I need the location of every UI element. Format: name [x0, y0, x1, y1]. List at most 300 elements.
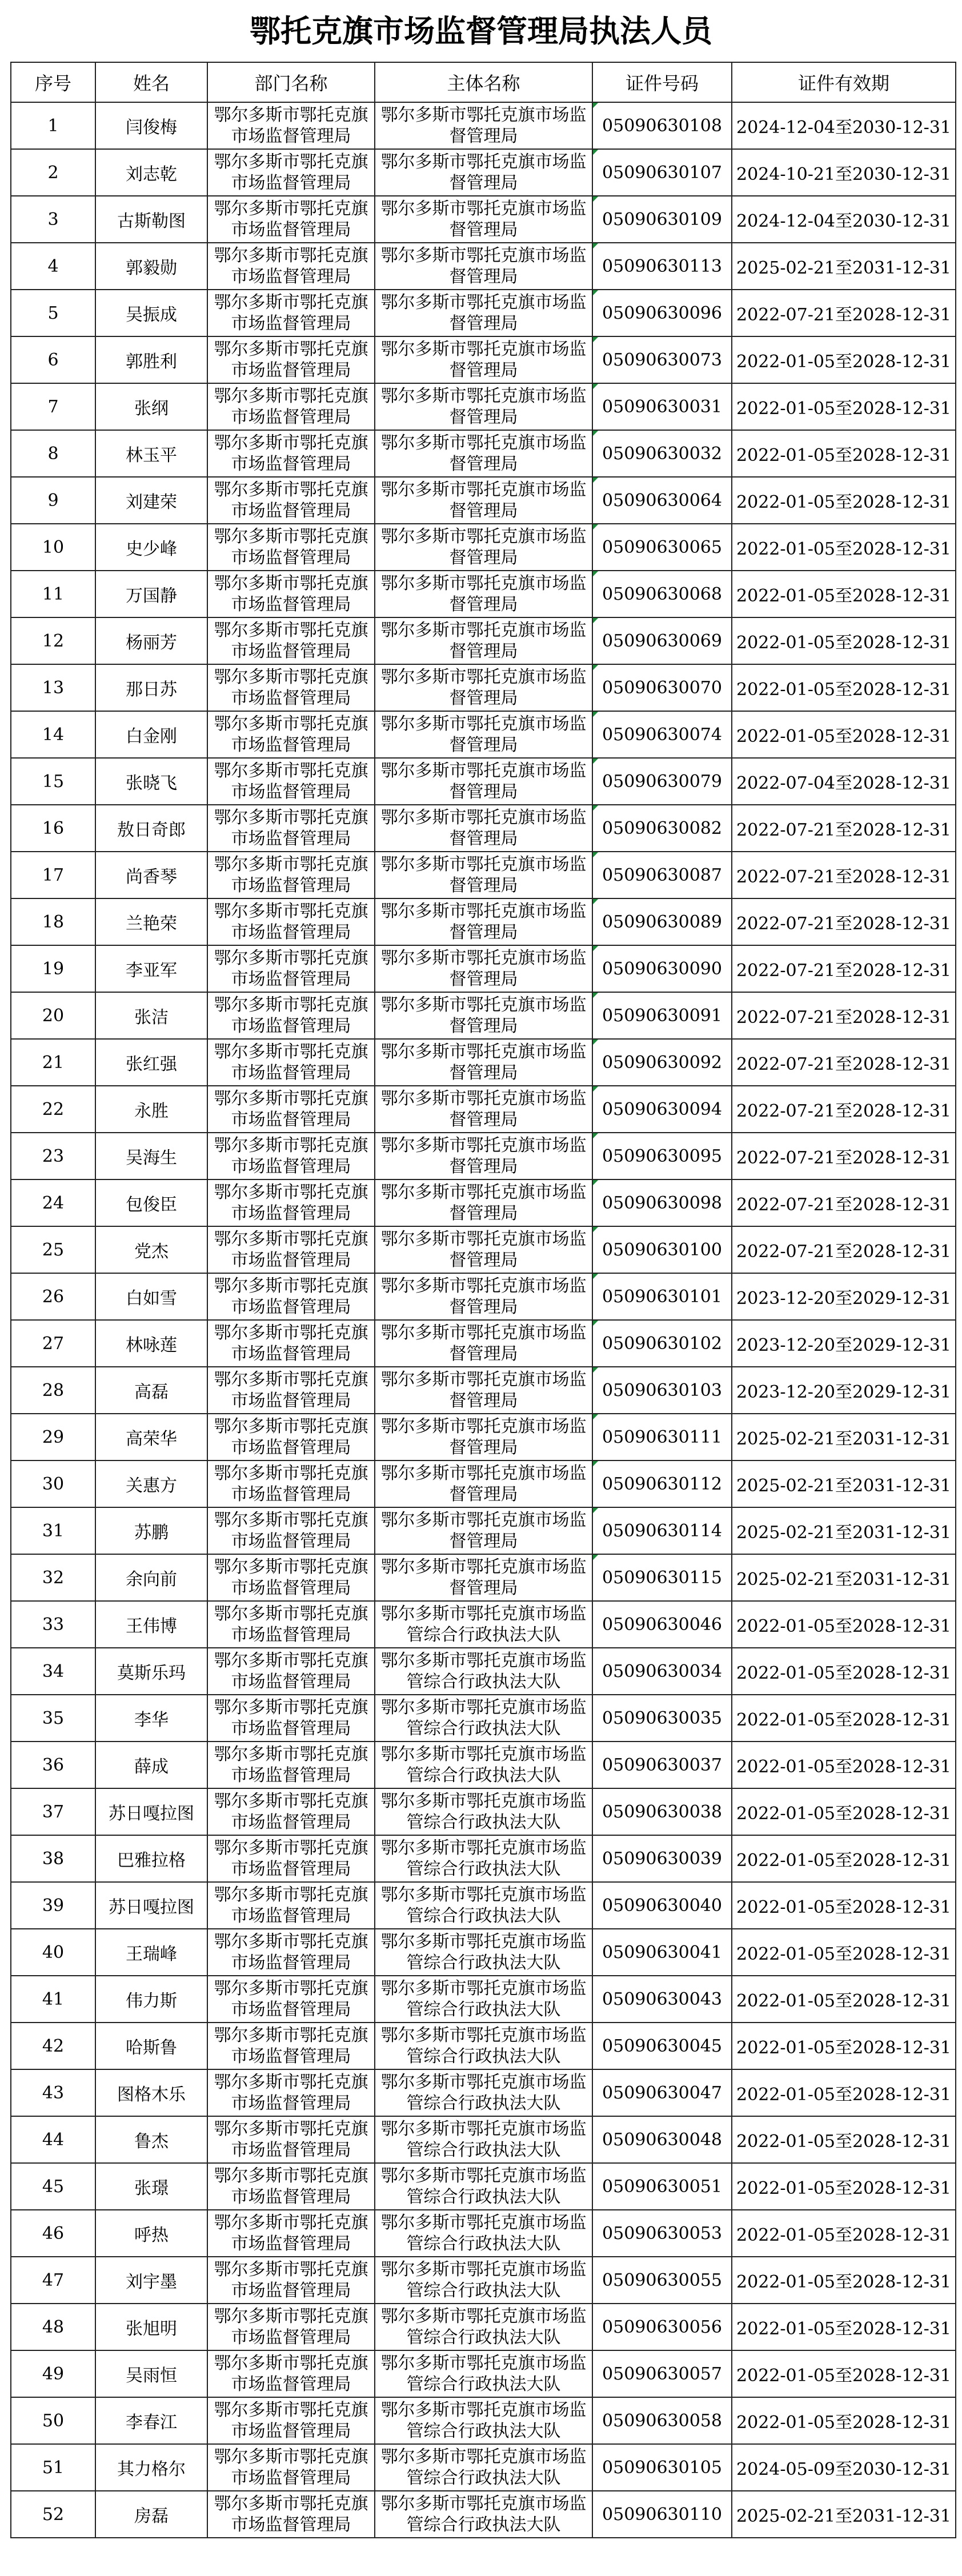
certificate-validity: 2022-01-05至2028-12-31 — [732, 2350, 956, 2397]
certificate-number: 05090630101 — [592, 1273, 732, 1320]
certificate-validity: 2022-01-05至2028-12-31 — [732, 571, 956, 617]
staff-name: 哈斯鲁 — [95, 2023, 207, 2069]
table-row — [11, 711, 956, 758]
certificate-validity: 2022-01-05至2028-12-31 — [732, 1835, 956, 1882]
department-name-line: 市场监督管理局 — [231, 1625, 351, 1645]
staff-name: 刘建荣 — [95, 477, 207, 524]
department-name-line: 市场监督管理局 — [231, 688, 351, 708]
certificate-validity: 2024-10-21至2030-12-31 — [732, 149, 956, 196]
row-index: 41 — [11, 1976, 95, 2023]
row-index: 42 — [11, 2023, 95, 2069]
department-name-line: 鄂尔多斯市鄂托克旗 — [214, 1276, 368, 1296]
subject-name — [375, 196, 592, 243]
row-index: 27 — [11, 1320, 95, 1367]
certificate-number: 05090630087 — [592, 852, 732, 898]
department-name-line: 市场监督管理局 — [231, 501, 351, 521]
certificate-number: 05090630094 — [592, 1086, 732, 1133]
staff-name: 李亚军 — [95, 945, 207, 992]
subject-name — [375, 1788, 592, 1835]
subject-name-line: 管综合行政执法大队 — [406, 1719, 561, 1739]
department-name-line: 鄂尔多斯市鄂托克旗 — [214, 1557, 368, 1577]
subject-name — [375, 149, 592, 196]
department-name-line: 鄂尔多斯市鄂托克旗 — [214, 1370, 368, 1390]
header-validity: 证件有效期 — [732, 62, 956, 102]
subject-name-line: 鄂尔多斯市鄂托克旗市场监 — [380, 1370, 587, 1390]
certificate-validity: 2022-01-05至2028-12-31 — [732, 2116, 956, 2163]
department-name — [207, 196, 375, 243]
department-name-line: 鄂尔多斯市鄂托克旗 — [214, 2447, 368, 2467]
row-index: 3 — [11, 196, 95, 243]
subject-name-line: 管综合行政执法大队 — [406, 2187, 561, 2207]
subject-name-line: 鄂尔多斯市鄂托克旗市场监 — [380, 2447, 587, 2467]
department-name-line: 鄂尔多斯市鄂托克旗 — [214, 2072, 368, 2092]
subject-name-line: 管综合行政执法大队 — [406, 1953, 561, 1973]
department-name-line: 鄂尔多斯市鄂托克旗 — [214, 2400, 368, 2420]
subject-name — [375, 290, 592, 336]
table-row — [11, 1788, 956, 1835]
department-name-line: 鄂尔多斯市鄂托克旗 — [214, 1182, 368, 1202]
row-index: 16 — [11, 805, 95, 852]
table-row — [11, 477, 956, 524]
department-name-line: 市场监督管理局 — [231, 220, 351, 240]
subject-name-line: 鄂尔多斯市鄂托克旗市场监 — [380, 2119, 587, 2139]
table-row — [11, 1226, 956, 1273]
subject-name — [375, 1554, 592, 1601]
department-name — [207, 1742, 375, 1788]
staff-name: 史少峰 — [95, 524, 207, 571]
row-index: 50 — [11, 2397, 95, 2444]
subject-name-line: 督管理局 — [449, 1203, 518, 1223]
certificate-number: 05090630107 — [592, 149, 732, 196]
department-name — [207, 898, 375, 945]
row-index: 17 — [11, 852, 95, 898]
subject-name-line: 管综合行政执法大队 — [406, 2140, 561, 2160]
subject-name-line: 鄂尔多斯市鄂托克旗市场监 — [380, 2306, 587, 2326]
department-name-line: 市场监督管理局 — [231, 2515, 351, 2535]
subject-name-line: 鄂尔多斯市鄂托克旗市场监 — [380, 2166, 587, 2186]
certificate-number: 05090630034 — [592, 1648, 732, 1695]
staff-name: 林玉平 — [95, 430, 207, 477]
row-index: 24 — [11, 1179, 95, 1226]
subject-name-line: 管综合行政执法大队 — [406, 2328, 561, 2348]
subject-name-line: 管综合行政执法大队 — [406, 2000, 561, 2020]
subject-name-line: 鄂尔多斯市鄂托克旗市场监 — [380, 573, 587, 593]
department-name-line: 鄂尔多斯市鄂托克旗 — [214, 339, 368, 359]
subject-name-line: 鄂尔多斯市鄂托克旗市场监 — [380, 714, 587, 734]
staff-name: 关惠方 — [95, 1460, 207, 1507]
department-name-line: 市场监督管理局 — [231, 782, 351, 802]
table-row — [11, 1742, 956, 1788]
certificate-number: 05090630037 — [592, 1742, 732, 1788]
subject-name-line: 督管理局 — [449, 360, 518, 380]
certificate-number: 05090630110 — [592, 2491, 732, 2538]
row-index: 40 — [11, 1929, 95, 1976]
subject-name-line: 鄂尔多斯市鄂托克旗市场监 — [380, 1135, 587, 1155]
department-name-line: 市场监督管理局 — [231, 454, 351, 474]
staff-name: 吴振成 — [95, 290, 207, 336]
subject-name-line: 管综合行政执法大队 — [406, 1672, 561, 1692]
certificate-validity: 2022-01-05至2028-12-31 — [732, 524, 956, 571]
department-name — [207, 2444, 375, 2491]
table-row — [11, 1976, 956, 2023]
department-name-line: 鄂尔多斯市鄂托克旗 — [214, 1651, 368, 1671]
subject-name-line: 鄂尔多斯市鄂托克旗市场监 — [380, 2260, 587, 2280]
department-name — [207, 2257, 375, 2304]
row-index: 34 — [11, 1648, 95, 1695]
certificate-number: 05090630105 — [592, 2444, 732, 2491]
department-name — [207, 1835, 375, 1882]
department-name-line: 市场监督管理局 — [231, 1531, 351, 1551]
certificate-validity: 2022-07-21至2028-12-31 — [732, 1226, 956, 1273]
department-name-line: 市场监督管理局 — [231, 969, 351, 989]
table-row — [11, 2210, 956, 2257]
staff-name: 敖日奇郎 — [95, 805, 207, 852]
department-name-line: 鄂尔多斯市鄂托克旗 — [214, 1089, 368, 1109]
department-name-line: 鄂尔多斯市鄂托克旗 — [214, 152, 368, 172]
subject-name — [375, 336, 592, 383]
certificate-number: 05090630048 — [592, 2116, 732, 2163]
subject-name-line: 督管理局 — [449, 1157, 518, 1177]
table-row — [11, 290, 956, 336]
subject-name-line: 管综合行政执法大队 — [406, 1859, 561, 1879]
staff-name: 薛成 — [95, 1742, 207, 1788]
department-name-line: 鄂尔多斯市鄂托克旗 — [214, 2025, 368, 2045]
subject-name-line: 督管理局 — [449, 969, 518, 989]
subject-name-line: 鄂尔多斯市鄂托克旗市场监 — [380, 1932, 587, 1952]
certificate-number: 05090630102 — [592, 1320, 732, 1367]
department-name-line: 鄂尔多斯市鄂托克旗 — [214, 199, 368, 219]
department-name — [207, 1554, 375, 1601]
certificate-number: 05090630096 — [592, 290, 732, 336]
department-name-line: 鄂尔多斯市鄂托克旗 — [214, 1042, 368, 1062]
department-name — [207, 1976, 375, 2023]
subject-name — [375, 852, 592, 898]
subject-name-line: 鄂尔多斯市鄂托克旗市场监 — [380, 808, 587, 828]
subject-name — [375, 992, 592, 1039]
certificate-number: 05090630035 — [592, 1695, 732, 1742]
subject-name — [375, 430, 592, 477]
department-name — [207, 571, 375, 617]
subject-name-line: 鄂尔多斯市鄂托克旗市场监 — [380, 1885, 587, 1905]
staff-name: 张璟 — [95, 2163, 207, 2210]
subject-name — [375, 2444, 592, 2491]
department-name — [207, 1695, 375, 1742]
certificate-validity: 2024-12-04至2030-12-31 — [732, 102, 956, 149]
subject-name-line: 鄂尔多斯市鄂托克旗市场监 — [380, 1604, 587, 1624]
subject-name-line: 管综合行政执法大队 — [406, 2047, 561, 2067]
subject-name-line: 鄂尔多斯市鄂托克旗市场监 — [380, 854, 587, 874]
row-index: 4 — [11, 243, 95, 290]
certificate-validity: 2022-07-21至2028-12-31 — [732, 1086, 956, 1133]
subject-name — [375, 758, 592, 805]
department-name-line: 鄂尔多斯市鄂托克旗 — [214, 2119, 368, 2139]
subject-name-line: 鄂尔多斯市鄂托克旗市场监 — [380, 761, 587, 781]
department-name-line: 鄂尔多斯市鄂托克旗 — [214, 1744, 368, 1764]
header-index: 序号 — [11, 62, 95, 102]
subject-name — [375, 243, 592, 290]
department-name — [207, 805, 375, 852]
certificate-validity: 2022-01-05至2028-12-31 — [732, 2069, 956, 2116]
department-name — [207, 1788, 375, 1835]
department-name-line: 市场监督管理局 — [231, 1063, 351, 1083]
department-name-line: 市场监督管理局 — [231, 1484, 351, 1504]
department-name-line: 市场监督管理局 — [231, 267, 351, 287]
certificate-number: 05090630090 — [592, 945, 732, 992]
certificate-validity: 2022-07-21至2028-12-31 — [732, 945, 956, 992]
staff-name: 苏鹏 — [95, 1507, 207, 1554]
table-row — [11, 336, 956, 383]
subject-name-line: 鄂尔多斯市鄂托克旗市场监 — [380, 386, 587, 406]
certificate-number: 05090630113 — [592, 243, 732, 290]
department-name-line: 鄂尔多斯市鄂托克旗 — [214, 1604, 368, 1624]
row-index: 29 — [11, 1414, 95, 1460]
staff-name: 吴雨恒 — [95, 2350, 207, 2397]
staff-name: 房磊 — [95, 2491, 207, 2538]
department-name — [207, 664, 375, 711]
certificate-number: 05090630070 — [592, 664, 732, 711]
subject-name-line: 鄂尔多斯市鄂托克旗市场监 — [380, 433, 587, 453]
row-index: 31 — [11, 1507, 95, 1554]
certificate-number: 05090630092 — [592, 1039, 732, 1086]
subject-name-line: 督管理局 — [449, 1344, 518, 1364]
subject-name-line: 督管理局 — [449, 1391, 518, 1411]
subject-name-line: 鄂尔多斯市鄂托克旗市场监 — [380, 199, 587, 219]
certificate-validity: 2025-02-21至2031-12-31 — [732, 1554, 956, 1601]
subject-name-line: 督管理局 — [449, 735, 518, 755]
subject-name-line: 鄂尔多斯市鄂托克旗市场监 — [380, 1229, 587, 1249]
row-index: 47 — [11, 2257, 95, 2304]
table-row — [11, 898, 956, 945]
certificate-number: 05090630068 — [592, 571, 732, 617]
staff-name: 李华 — [95, 1695, 207, 1742]
row-index: 22 — [11, 1086, 95, 1133]
certificate-validity: 2023-12-20至2029-12-31 — [732, 1273, 956, 1320]
table-row — [11, 1929, 956, 1976]
department-name-line: 市场监督管理局 — [231, 1953, 351, 1973]
subject-name — [375, 898, 592, 945]
certificate-number: 05090630069 — [592, 617, 732, 664]
department-name-line: 鄂尔多斯市鄂托克旗 — [214, 386, 368, 406]
subject-name-line: 鄂尔多斯市鄂托克旗市场监 — [380, 1698, 587, 1718]
subject-name-line: 督管理局 — [449, 1531, 518, 1551]
department-name-line: 市场监督管理局 — [231, 1250, 351, 1270]
certificate-validity: 2022-01-05至2028-12-31 — [732, 1882, 956, 1929]
department-name-line: 市场监督管理局 — [231, 2328, 351, 2348]
certificate-number: 05090630051 — [592, 2163, 732, 2210]
department-name-line: 市场监督管理局 — [231, 1719, 351, 1739]
certificate-number: 05090630039 — [592, 1835, 732, 1882]
department-name — [207, 1460, 375, 1507]
subject-name — [375, 1367, 592, 1414]
department-name-line: 市场监督管理局 — [231, 2468, 351, 2488]
department-name-line: 鄂尔多斯市鄂托克旗 — [214, 667, 368, 687]
certificate-validity: 2022-01-05至2028-12-31 — [732, 2023, 956, 2069]
row-index: 8 — [11, 430, 95, 477]
department-name — [207, 102, 375, 149]
department-name-line: 市场监督管理局 — [231, 735, 351, 755]
department-name-line: 鄂尔多斯市鄂托克旗 — [214, 433, 368, 453]
staff-name: 图格木乐 — [95, 2069, 207, 2116]
table-row — [11, 2069, 956, 2116]
table-row — [11, 196, 956, 243]
row-index: 5 — [11, 290, 95, 336]
certificate-number: 05090630043 — [592, 1976, 732, 2023]
row-index: 11 — [11, 571, 95, 617]
subject-name — [375, 102, 592, 149]
subject-name-line: 管综合行政执法大队 — [406, 2421, 561, 2441]
department-name-line: 鄂尔多斯市鄂托克旗 — [214, 2494, 368, 2514]
staff-name: 白如雪 — [95, 1273, 207, 1320]
subject-name — [375, 1507, 592, 1554]
row-index: 46 — [11, 2210, 95, 2257]
department-name-line: 市场监督管理局 — [231, 2093, 351, 2113]
department-name-line: 鄂尔多斯市鄂托克旗 — [214, 1135, 368, 1155]
certificate-number: 05090630114 — [592, 1507, 732, 1554]
department-name-line: 鄂尔多斯市鄂托克旗 — [214, 901, 368, 921]
row-index: 51 — [11, 2444, 95, 2491]
department-name — [207, 477, 375, 524]
certificate-validity: 2022-01-05至2028-12-31 — [732, 2397, 956, 2444]
table-row — [11, 758, 956, 805]
certificate-validity: 2022-01-05至2028-12-31 — [732, 336, 956, 383]
certificate-validity: 2022-07-21至2028-12-31 — [732, 992, 956, 1039]
department-name-line: 鄂尔多斯市鄂托克旗 — [214, 246, 368, 266]
certificate-number: 05090630053 — [592, 2210, 732, 2257]
subject-name-line: 鄂尔多斯市鄂托克旗市场监 — [380, 995, 587, 1015]
staff-name: 余向前 — [95, 1554, 207, 1601]
department-name-line: 鄂尔多斯市鄂托克旗 — [214, 2166, 368, 2186]
subject-name-line: 管综合行政执法大队 — [406, 1625, 561, 1645]
row-index: 38 — [11, 1835, 95, 1882]
department-name-line: 鄂尔多斯市鄂托克旗 — [214, 1932, 368, 1952]
subject-name-line: 督管理局 — [449, 782, 518, 802]
subject-name-line: 鄂尔多斯市鄂托克旗市场监 — [380, 1042, 587, 1062]
subject-name-line: 管综合行政执法大队 — [406, 1766, 561, 1785]
department-name — [207, 2350, 375, 2397]
row-index: 9 — [11, 477, 95, 524]
subject-name — [375, 2350, 592, 2397]
certificate-number: 05090630103 — [592, 1367, 732, 1414]
department-name-line: 市场监督管理局 — [231, 2000, 351, 2020]
table-row — [11, 617, 956, 664]
department-name — [207, 243, 375, 290]
table-row — [11, 1835, 956, 1882]
subject-name — [375, 664, 592, 711]
department-name-line: 鄂尔多斯市鄂托克旗 — [214, 1838, 368, 1858]
department-name-line: 市场监督管理局 — [231, 407, 351, 427]
row-index: 49 — [11, 2350, 95, 2397]
certificate-validity: 2022-01-05至2028-12-31 — [732, 664, 956, 711]
staff-name: 刘宇墨 — [95, 2257, 207, 2304]
subject-name-line: 鄂尔多斯市鄂托克旗市场监 — [380, 1838, 587, 1858]
department-name-line: 鄂尔多斯市鄂托克旗 — [214, 1463, 368, 1483]
certificate-validity: 2022-01-05至2028-12-31 — [732, 477, 956, 524]
department-name-line: 市场监督管理局 — [231, 641, 351, 661]
department-name-line: 鄂尔多斯市鄂托克旗 — [214, 480, 368, 500]
department-name — [207, 524, 375, 571]
subject-name-line: 鄂尔多斯市鄂托克旗市场监 — [380, 1276, 587, 1296]
row-index: 32 — [11, 1554, 95, 1601]
department-name — [207, 1648, 375, 1695]
subject-name — [375, 617, 592, 664]
department-name — [207, 1882, 375, 1929]
row-index: 15 — [11, 758, 95, 805]
subject-name-line: 管综合行政执法大队 — [406, 1906, 561, 1926]
subject-name-line: 督管理局 — [449, 1250, 518, 1270]
department-name-line: 鄂尔多斯市鄂托克旗 — [214, 105, 368, 125]
table-row — [11, 1414, 956, 1460]
subject-name-line: 督管理局 — [449, 1063, 518, 1083]
table-row — [11, 2491, 956, 2538]
department-name-line: 市场监督管理局 — [231, 2140, 351, 2160]
subject-name-line: 督管理局 — [449, 454, 518, 474]
subject-name-line: 管综合行政执法大队 — [406, 1812, 561, 1832]
subject-name — [375, 1273, 592, 1320]
row-index: 28 — [11, 1367, 95, 1414]
subject-name-line: 管综合行政执法大队 — [406, 2468, 561, 2488]
subject-name-line: 鄂尔多斯市鄂托克旗市场监 — [380, 1979, 587, 1999]
table-row — [11, 1882, 956, 1929]
subject-name — [375, 2491, 592, 2538]
department-name-line: 鄂尔多斯市鄂托克旗 — [214, 1698, 368, 1718]
department-name — [207, 945, 375, 992]
department-name-line: 鄂尔多斯市鄂托克旗 — [214, 2353, 368, 2373]
department-name-line: 鄂尔多斯市鄂托克旗 — [214, 1885, 368, 1905]
certificate-validity: 2022-01-05至2028-12-31 — [732, 2210, 956, 2257]
department-name-line: 鄂尔多斯市鄂托克旗 — [214, 292, 368, 312]
subject-name-line: 鄂尔多斯市鄂托克旗市场监 — [380, 105, 587, 125]
certificate-validity: 2022-01-05至2028-12-31 — [732, 2163, 956, 2210]
subject-name-line: 督管理局 — [449, 595, 518, 615]
department-name-line: 市场监督管理局 — [231, 360, 351, 380]
subject-name-line: 管综合行政执法大队 — [406, 2515, 561, 2535]
certificate-number: 05090630045 — [592, 2023, 732, 2069]
certificate-validity: 2022-07-21至2028-12-31 — [732, 898, 956, 945]
department-name-line: 市场监督管理局 — [231, 1344, 351, 1364]
staff-name: 呼热 — [95, 2210, 207, 2257]
subject-name-line: 鄂尔多斯市鄂托克旗市场监 — [380, 2072, 587, 2092]
certificate-validity: 2022-01-05至2028-12-31 — [732, 1788, 956, 1835]
certificate-number: 05090630047 — [592, 2069, 732, 2116]
department-name-line: 市场监督管理局 — [231, 2047, 351, 2067]
table-row — [11, 2116, 956, 2163]
table-row — [11, 1648, 956, 1695]
staff-name: 巴雅拉格 — [95, 1835, 207, 1882]
subject-name-line: 督管理局 — [449, 548, 518, 568]
certificate-validity: 2022-01-05至2028-12-31 — [732, 430, 956, 477]
subject-name-line: 鄂尔多斯市鄂托克旗市场监 — [380, 1323, 587, 1343]
staff-name: 莫斯乐玛 — [95, 1648, 207, 1695]
certificate-number: 05090630040 — [592, 1882, 732, 1929]
certificate-number: 05090630082 — [592, 805, 732, 852]
department-name — [207, 2163, 375, 2210]
header-subject: 主体名称 — [375, 62, 592, 102]
subject-name — [375, 1320, 592, 1367]
department-name — [207, 2304, 375, 2350]
department-name — [207, 2491, 375, 2538]
subject-name — [375, 2023, 592, 2069]
department-name-line: 市场监督管理局 — [231, 1297, 351, 1317]
department-name-line: 市场监督管理局 — [231, 1157, 351, 1177]
certificate-validity: 2025-02-21至2031-12-31 — [732, 1460, 956, 1507]
table-row — [11, 2257, 956, 2304]
department-name — [207, 1273, 375, 1320]
department-name-line: 鄂尔多斯市鄂托克旗 — [214, 1417, 368, 1437]
subject-name — [375, 2163, 592, 2210]
table-row — [11, 2444, 956, 2491]
subject-name-line: 督管理局 — [449, 126, 518, 146]
subject-name — [375, 1226, 592, 1273]
